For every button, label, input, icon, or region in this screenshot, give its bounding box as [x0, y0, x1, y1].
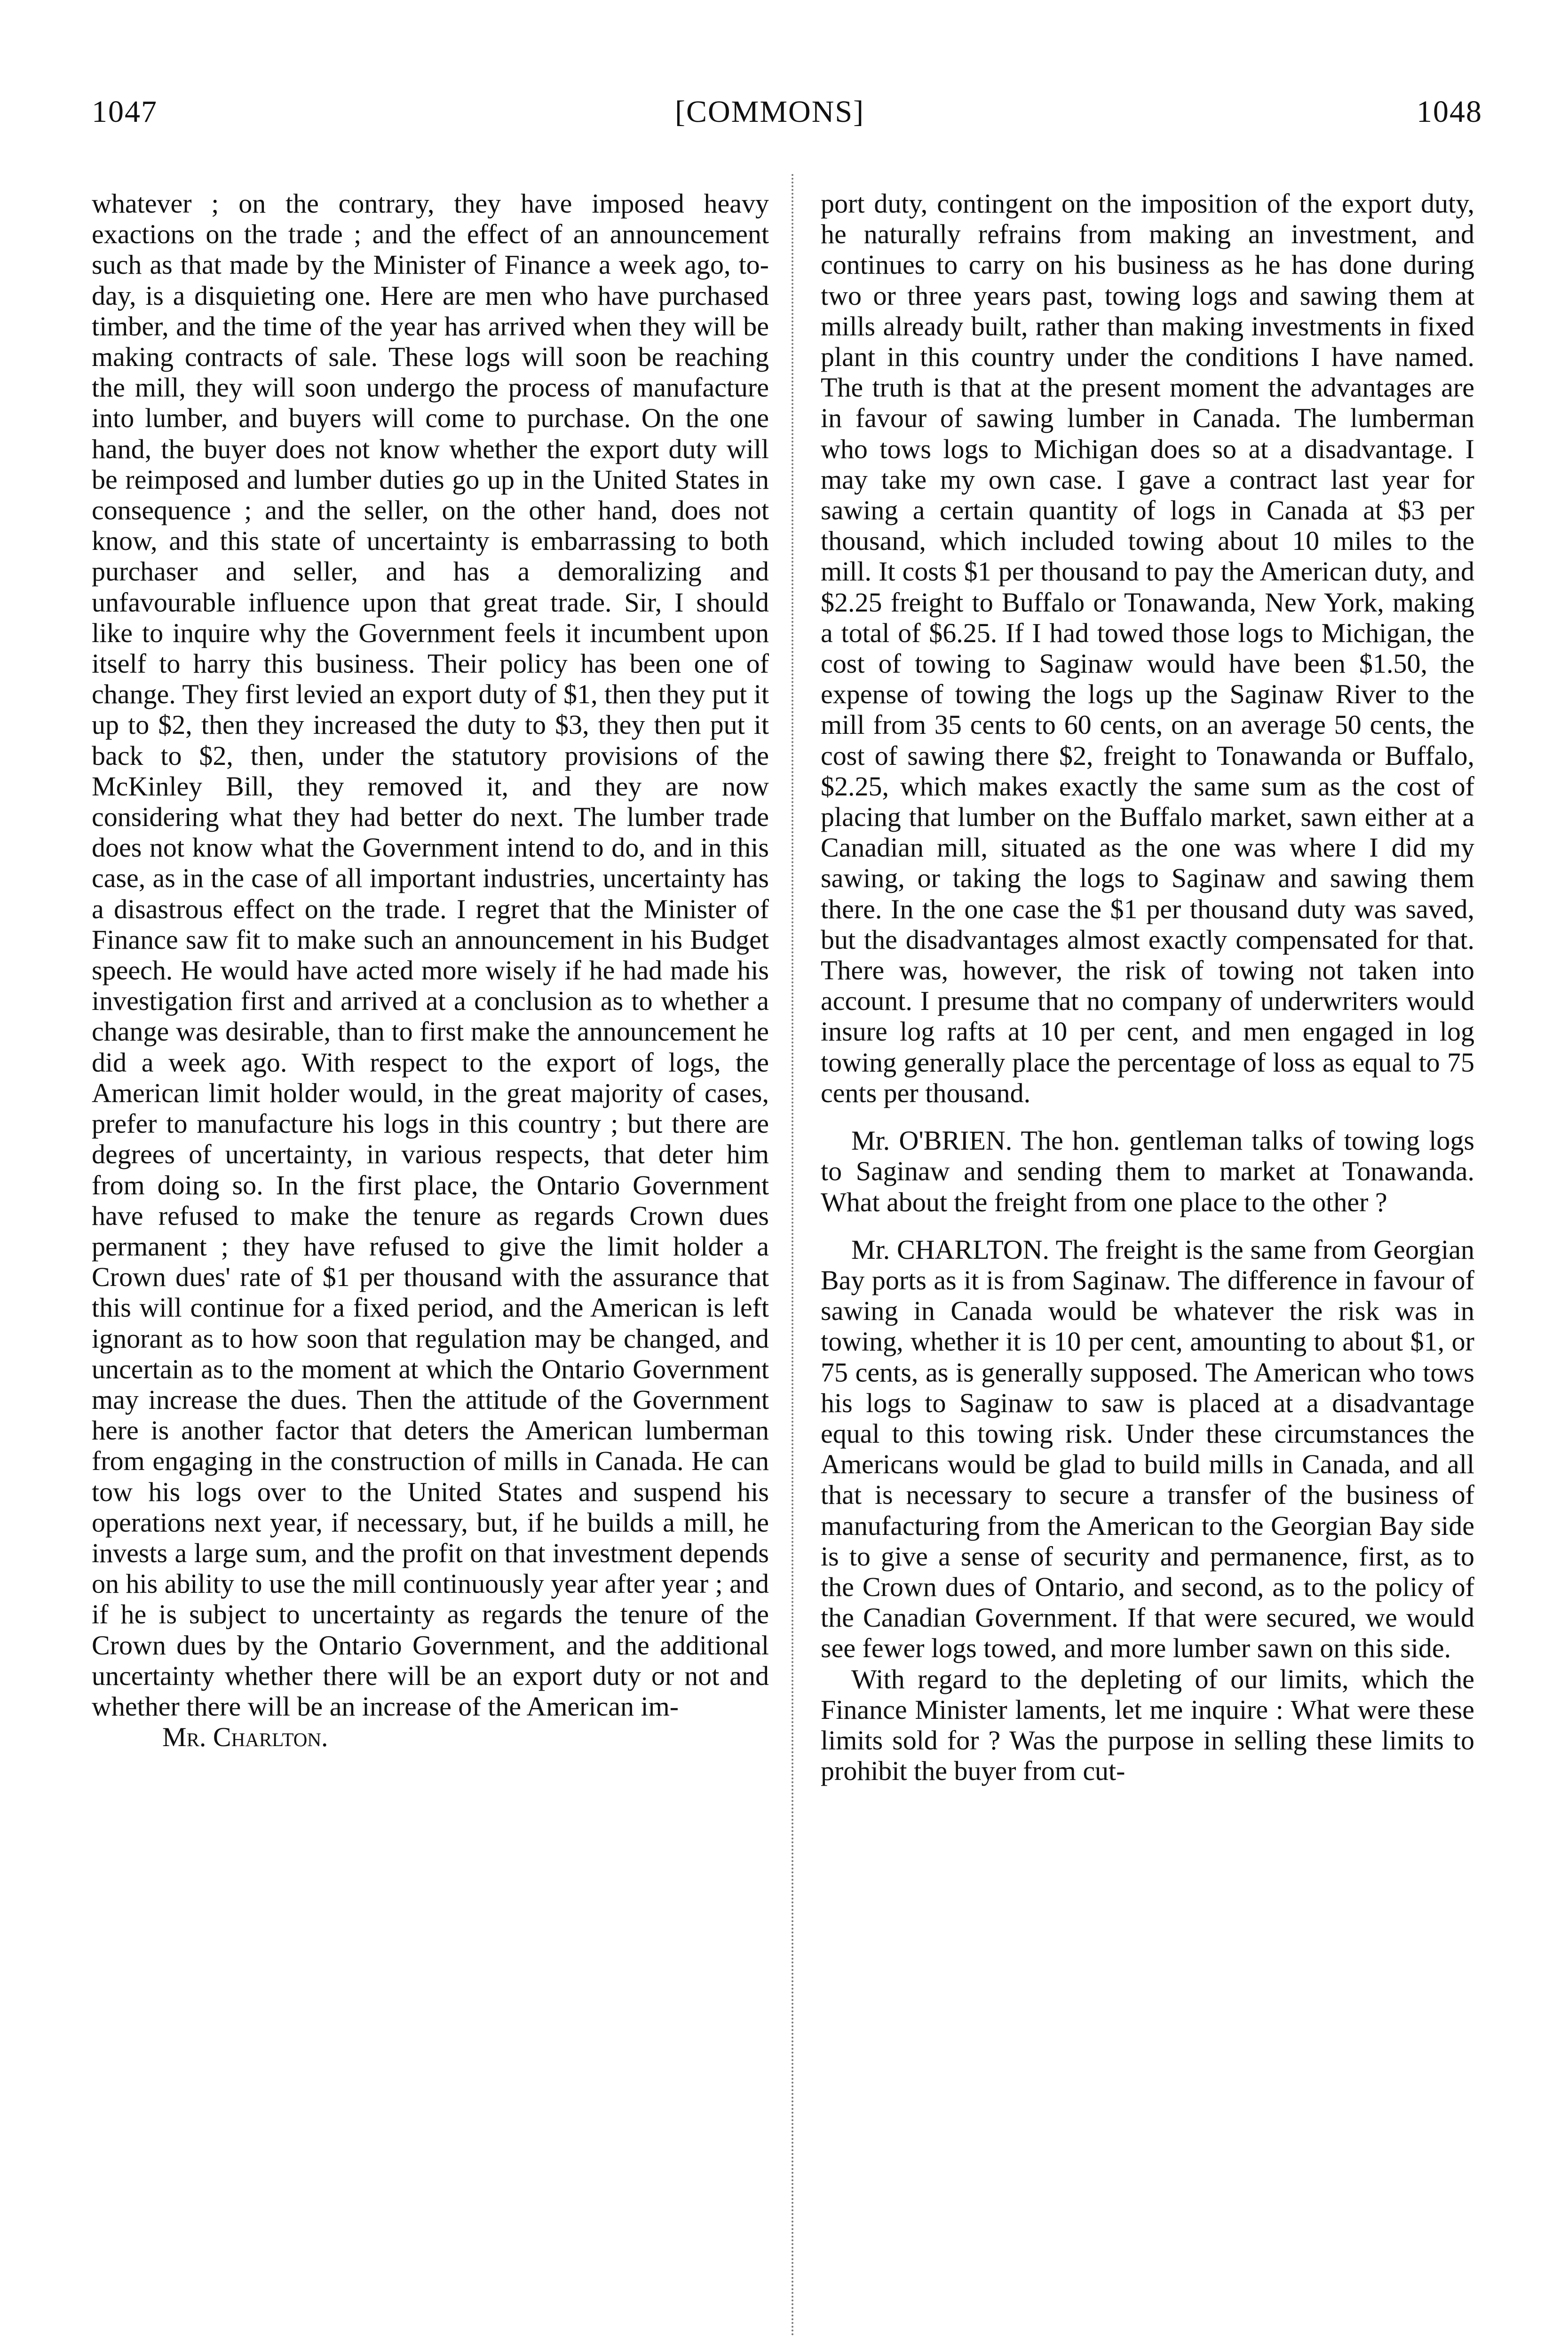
right-column	[821, 188, 1474, 1786]
charlton-reply	[821, 1234, 1474, 1664]
page-header	[0, 94, 1568, 136]
left-page-number: 1047	[92, 95, 158, 129]
running-title: [COMMONS]	[675, 95, 865, 129]
left-column-body: whatever ; on the contrary, they have imposed heavy exactions on the trade ; and the effect of an announcement such as that made by the Minister of Finance a week ago, to-day, is a disquieting one. Here are men who have purchased timber, and the time of the year has arrived when they will be making contracts of sale. These logs will soon be reaching the mill, they will soon undergo the process of manufacture into lumber, and buyers will come to purchase. On the one hand, the buyer does not know whether the export duty will be reimposed and lumber duties go up in the United States in consequence ; and the seller, on the other hand, does not know, and this state of uncertainty is embarrassing to both purchaser and seller, and has a demoralizing and unfavourable influence upon that great trade. Sir, I should like to inquire why the Government feels it incumbent upon itself to harry this business. Their policy has been one of change. They first levied an export duty of $1, then they put it up to $2, then they increased the duty to $3, they then put it back to $2, then, under the statutory provisions of the McKinley Bill, they removed it, and they are now considering what they had better do next. The lumber trade does not know what the Government intend to do, and in this case, as in the case of all important industries, uncertainty has a disastrous effect on the trade. I regret that the Minister of Finance saw fit to make such an announcement in his Budget speech. He would have acted more wisely if he had made his investigation first and arrived at a conclusion as to whether a change was desirable, than to first make the announcement he did a week ago. With respect to the export of logs, the American limit holder would, in the great majority of cases, prefer to manufacture his logs in this country ; but there are degrees of uncertainty, in various respects, that deter him from doing so. In the first place, the Ontario Government have refused to make the tenure as regards Crown dues permanent ; they have refused to give the limit holder a Crown dues' rate of $1 per thousand with the assurance that this will continue for a fixed period, and the American is left ignorant as to how soon that regulation may be changed, and uncertain as to the moment at which the Ontario Government may increase the dues. Then the attitude of the Government here is another factor that deters the American lumberman from engaging in the construction of mills in Canada. He can tow his logs over to the United States and suspend his operations next year, if necessary, but, if he builds a mill, he invests a large sum, and the profit on that investment depends on his ability to use the mill continuously year after year ; and if he is subject to uncertainty as regards the tenure of the Crown dues by the Ontario Government, and the additional uncertainty whether there will be an export duty or not and whether there will be an increase of the American im-	[92, 188, 769, 1722]
column-divider	[792, 174, 793, 2338]
right-column-continuation: port duty, contingent on the imposition of the export duty, he naturally refrains from making an investment, and continues to carry on his business as he has done during two or three years past, towing logs and sawing them at mills already built, rather than making investments in fixed plant in this country under the conditions I have named. The truth is that at the present moment the advantages are in favour of sawing lumber in Canada. The lumberman who tows logs to Michigan does so at a disadvantage. I may take my own case. I gave a contract last year for sawing a certain quantity of logs in Canada at $3 per thousand, which included towing about 10 miles to the mill. It costs $1 per thousand to pay the American duty, and $2.25 freight to Buffalo or Tonawanda, New York, making a total of $6.25. If I had towed those logs to Michigan, the cost of towing to Saginaw would have been $1.50, the expense of towing the logs up the Saginaw River to the mill from 35 cents to 60 cents, on an average 50 cents, the cost of sawing there $2, freight to Tonawanda or Buffalo, $2.25, which makes exactly the same sum as the cost of placing that lumber on the Buffalo market, sawn either at a Canadian mill, situated as the one was where I did my sawing, or taking the logs to Saginaw and sawing them there. In the one case the $1 per thousand duty was saved, but the disadvantages almost exactly compensated for that. There was, however, the risk of towing not taken into account. I presume that no company of underwriters would insure log rafts at 10 per cent, and men engaged in log towing generally place the percentage of loss as equal to 75 cents per thousand.	[821, 188, 1474, 1108]
speaker-signature: Mr. Charlton.	[162, 1722, 328, 1753]
speaker-name-charlton: Mr. CHARLTON.	[851, 1234, 1049, 1265]
obrien-interjection	[821, 1125, 1474, 1217]
charlton-remark: The freight is the same from Georgian Bay ports as it is from Saginaw. The difference in favour of sawing in Canada would be whatever the risk was in towing, whether it is 10 per cent, amounting to about $1, or 75 cents, as is generally supposed. The American who tows his logs to Saginaw to saw is placed at a disadvantage equal to this towing risk. Under these circumstances the Americans would be glad to build mills in Canada, and all that is necessary to secure a transfer of the business of manufacturing from the American to the Georgian Bay side is to give a sense of security and permanence, first, as to the Crown dues of Ontario, and second, as to the policy of the Canadian Government. If that were secured, we would see fewer logs towed, and more lumber sawn on this side.	[821, 1234, 1475, 1664]
right-page-number: 1048	[1417, 95, 1482, 129]
closing-paragraph: With regard to the depleting of our limits, which the Finance Minister laments, let me inquire : What were these limits sold for ? Was the purpose in selling these limits to prohibit the buyer from cut-	[821, 1663, 1474, 1787]
speaker-name-obrien: Mr. O'BRIEN.	[851, 1125, 1013, 1156]
obrien-remark: The hon. gentleman talks of towing logs to Saginaw and sending them to market at Tonawanda. What about the freight from one place to the other ?	[821, 1125, 1474, 1217]
left-column	[92, 188, 769, 1752]
